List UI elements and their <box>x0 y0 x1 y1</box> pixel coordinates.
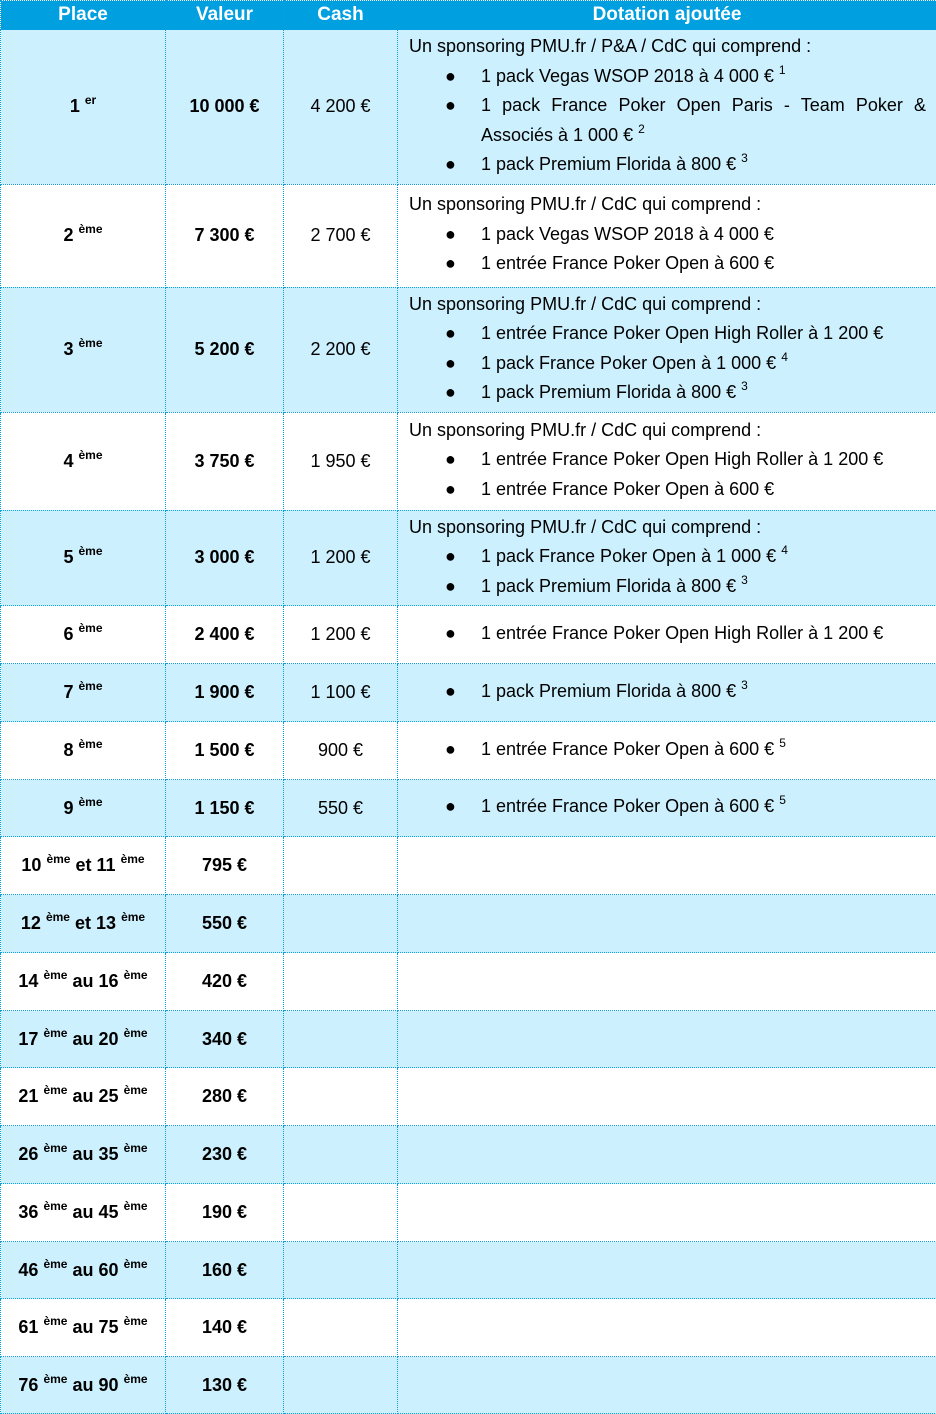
footnote-ref: 4 <box>781 543 788 557</box>
place-connector: au <box>72 1144 93 1164</box>
valeur-cell: 2 400 € <box>166 606 284 664</box>
table-row <box>1 30 936 185</box>
cash-cell <box>284 1126 398 1184</box>
cash-cell <box>284 895 398 953</box>
dotation-item <box>409 792 926 822</box>
header-place: Place <box>1 1 166 30</box>
dotation-list <box>409 619 926 649</box>
place-number-end: 25 <box>99 1086 119 1106</box>
place-cell <box>1 780 166 837</box>
dotation-item-text: 1 entrée France Poker Open à 600 € <box>481 739 774 759</box>
place-suffix: ème <box>79 621 103 635</box>
place-connector: au <box>72 1317 93 1337</box>
table-row <box>1 510 936 606</box>
place-cell <box>1 837 166 895</box>
footnote-ref: 5 <box>779 793 786 807</box>
header-valeur: Valeur <box>166 1 284 30</box>
valeur-cell: 1 900 € <box>166 664 284 722</box>
place-number-end: 75 <box>99 1317 119 1337</box>
dotation-item <box>409 62 926 92</box>
footnote-ref: 3 <box>741 573 748 587</box>
place-number: 17 <box>18 1029 38 1049</box>
place-number: 46 <box>18 1260 38 1280</box>
place-connector: au <box>72 1086 93 1106</box>
dotation-cell <box>398 606 936 664</box>
place-number: 4 <box>63 451 73 471</box>
place-suffix-end: ème <box>124 1026 148 1040</box>
place-connector: au <box>72 1202 93 1222</box>
dotation-item-text: 1 pack Vegas WSOP 2018 à 4 000 € <box>481 224 774 244</box>
place-number: 6 <box>63 624 73 644</box>
place-suffix: ème <box>79 544 103 558</box>
bullet-icon: ● <box>445 475 456 505</box>
dotation-cell <box>398 30 936 185</box>
place-suffix: ème <box>46 852 70 866</box>
table-row <box>1 722 936 780</box>
cash-cell: 2 200 € <box>284 287 398 412</box>
bullet-icon: ● <box>445 378 456 408</box>
cash-cell: 4 200 € <box>284 30 398 185</box>
place-suffix: ème <box>79 336 103 350</box>
bullet-icon: ● <box>445 150 456 180</box>
place-number: 14 <box>18 971 38 991</box>
bullet-icon: ● <box>445 445 456 475</box>
table-row <box>1 1011 936 1068</box>
table-row <box>1 1126 936 1184</box>
dotation-intro: Un sponsoring PMU.fr / CdC qui comprend : <box>409 290 926 320</box>
table-row <box>1 184 936 287</box>
dotation-item <box>409 475 926 505</box>
place-suffix-end: ème <box>121 910 145 924</box>
footnote-ref: 3 <box>741 678 748 692</box>
cash-cell <box>284 1068 398 1126</box>
place-suffix-end: ème <box>121 852 145 866</box>
valeur-cell: 160 € <box>166 1242 284 1299</box>
place-number: 9 <box>63 798 73 818</box>
dotation-item <box>409 735 926 765</box>
valeur-cell: 420 € <box>166 953 284 1011</box>
dotation-cell <box>398 287 936 412</box>
cash-cell <box>284 1242 398 1299</box>
table-row <box>1 1068 936 1126</box>
place-cell <box>1 1126 166 1184</box>
dotation-item-text: 1 pack Premium Florida à 800 € <box>481 382 736 402</box>
cash-cell <box>284 1184 398 1242</box>
footnote-ref: 1 <box>779 63 786 77</box>
place-suffix-end: ème <box>124 1199 148 1213</box>
dotation-item <box>409 445 926 475</box>
footnote-ref: 2 <box>638 122 645 136</box>
dotation-item <box>409 378 926 408</box>
place-cell <box>1 895 166 953</box>
footnote-ref: 3 <box>741 379 748 393</box>
place-cell <box>1 1068 166 1126</box>
dotation-item-text: 1 entrée France Poker Open à 600 € <box>481 479 774 499</box>
place-suffix: ème <box>79 679 103 693</box>
table-row <box>1 895 936 953</box>
dotation-item-text: 1 entrée France Poker Open à 600 € <box>481 796 774 816</box>
bullet-icon: ● <box>445 735 456 765</box>
dotation-list <box>409 542 926 601</box>
place-number: 10 <box>21 855 41 875</box>
valeur-cell: 130 € <box>166 1357 284 1414</box>
table-row <box>1 953 936 1011</box>
dotation-item-text: 1 pack France Poker Open à 1 000 € <box>481 546 776 566</box>
valeur-cell: 5 200 € <box>166 287 284 412</box>
place-cell <box>1 1011 166 1068</box>
cash-cell: 1 100 € <box>284 664 398 722</box>
dotation-cell <box>398 184 936 287</box>
dotation-item <box>409 91 926 150</box>
place-connector: et <box>75 913 91 933</box>
place-number-end: 35 <box>99 1144 119 1164</box>
dotation-cell <box>398 1011 936 1068</box>
dotation-list <box>409 445 926 504</box>
dotation-item <box>409 150 926 180</box>
dotation-item <box>409 572 926 602</box>
place-number-end: 20 <box>99 1029 119 1049</box>
valeur-cell: 230 € <box>166 1126 284 1184</box>
place-suffix: ème <box>43 968 67 982</box>
place-number: 12 <box>21 913 41 933</box>
dotation-intro: Un sponsoring PMU.fr / CdC qui comprend : <box>409 416 926 446</box>
cash-cell: 2 700 € <box>284 184 398 287</box>
dotation-item-text: 1 pack Vegas WSOP 2018 à 4 000 € <box>481 66 774 86</box>
place-suffix: ème <box>79 448 103 462</box>
table-row <box>1 1242 936 1299</box>
cash-cell: 1 200 € <box>284 510 398 606</box>
table-row <box>1 780 936 837</box>
bullet-icon: ● <box>445 792 456 822</box>
dotation-item-text: 1 pack France Poker Open à 1 000 € <box>481 353 776 373</box>
dotation-cell <box>398 780 936 837</box>
valeur-cell: 140 € <box>166 1299 284 1357</box>
place-cell <box>1 606 166 664</box>
dotation-intro: Un sponsoring PMU.fr / CdC qui comprend : <box>409 190 926 220</box>
bullet-icon: ● <box>445 220 456 250</box>
valeur-cell: 340 € <box>166 1011 284 1068</box>
dotation-item-text: 1 entrée France Poker Open High Roller à 1 200 € <box>481 623 883 643</box>
place-connector: au <box>72 1375 93 1395</box>
bullet-icon: ● <box>445 319 456 349</box>
place-cell <box>1 1242 166 1299</box>
place-cell <box>1 1184 166 1242</box>
table-row <box>1 606 936 664</box>
cash-cell <box>284 1011 398 1068</box>
dotation-intro: Un sponsoring PMU.fr / CdC qui comprend : <box>409 513 926 543</box>
place-number: 2 <box>63 225 73 245</box>
place-number: 61 <box>18 1317 38 1337</box>
dotation-item <box>409 249 926 279</box>
cash-cell: 1 950 € <box>284 412 398 510</box>
cash-cell: 900 € <box>284 722 398 780</box>
dotation-cell <box>398 510 936 606</box>
place-suffix: ème <box>79 737 103 751</box>
place-suffix: ème <box>43 1314 67 1328</box>
place-number: 36 <box>18 1202 38 1222</box>
valeur-cell: 1 500 € <box>166 722 284 780</box>
table-body <box>1 30 936 1414</box>
bullet-icon: ● <box>445 349 456 379</box>
cash-cell: 550 € <box>284 780 398 837</box>
dotation-item-text: 1 pack Premium Florida à 800 € <box>481 576 736 596</box>
dotation-cell <box>398 1126 936 1184</box>
place-cell <box>1 184 166 287</box>
bullet-icon: ● <box>445 249 456 279</box>
place-connector: et <box>75 855 91 875</box>
valeur-cell: 280 € <box>166 1068 284 1126</box>
place-suffix-end: ème <box>124 1314 148 1328</box>
dotation-cell <box>398 1242 936 1299</box>
dotation-item-text: 1 pack Premium Florida à 800 € <box>481 681 736 701</box>
dotation-cell <box>398 1357 936 1414</box>
valeur-cell: 3 750 € <box>166 412 284 510</box>
dotation-list <box>409 735 926 765</box>
place-suffix-end: ème <box>124 1083 148 1097</box>
table-row <box>1 287 936 412</box>
dotation-cell <box>398 1068 936 1126</box>
footnote-ref: 5 <box>779 736 786 750</box>
place-cell <box>1 1299 166 1357</box>
table-row <box>1 664 936 722</box>
place-number: 21 <box>18 1086 38 1106</box>
footnote-ref: 4 <box>781 350 788 364</box>
dotation-list <box>409 792 926 822</box>
dotation-item-text: 1 entrée France Poker Open High Roller à 1 200 € <box>481 449 883 469</box>
bullet-icon: ● <box>445 91 456 121</box>
place-suffix: ème <box>43 1199 67 1213</box>
place-suffix: ème <box>43 1257 67 1271</box>
dotation-item-text: 1 pack France Poker Open Paris - Team Poker & Associés à 1 000 € <box>481 95 926 145</box>
place-suffix-end: ème <box>124 1372 148 1386</box>
dotation-item <box>409 349 926 379</box>
place-suffix: ème <box>43 1026 67 1040</box>
valeur-cell: 190 € <box>166 1184 284 1242</box>
place-suffix: ème <box>46 910 70 924</box>
bullet-icon: ● <box>445 572 456 602</box>
dotation-cell <box>398 722 936 780</box>
dotation-list <box>409 62 926 180</box>
place-number: 3 <box>63 339 73 359</box>
bullet-icon: ● <box>445 62 456 92</box>
dotation-cell <box>398 895 936 953</box>
header-dotation: Dotation ajoutée <box>398 1 936 30</box>
dotation-intro: Un sponsoring PMU.fr / P&A / CdC qui comprend : <box>409 32 926 62</box>
dotation-cell <box>398 664 936 722</box>
header-cash: Cash <box>284 1 398 30</box>
cash-cell <box>284 1357 398 1414</box>
place-number-end: 16 <box>99 971 119 991</box>
cash-cell: 1 200 € <box>284 606 398 664</box>
valeur-cell: 3 000 € <box>166 510 284 606</box>
place-cell <box>1 510 166 606</box>
dotation-item-text: 1 entrée France Poker Open High Roller à 1 200 € <box>481 323 883 343</box>
dotation-item <box>409 677 926 707</box>
dotation-cell <box>398 1184 936 1242</box>
dotation-item <box>409 619 926 649</box>
bullet-icon: ● <box>445 619 456 649</box>
place-number: 8 <box>63 740 73 760</box>
header-row <box>1 1 936 30</box>
place-connector: au <box>72 1260 93 1280</box>
dotation-list <box>409 319 926 408</box>
place-number: 76 <box>18 1375 38 1395</box>
dotation-cell <box>398 953 936 1011</box>
place-cell <box>1 722 166 780</box>
table-row <box>1 412 936 510</box>
dotation-list <box>409 677 926 707</box>
place-cell <box>1 953 166 1011</box>
dotation-cell <box>398 412 936 510</box>
table-row <box>1 1184 936 1242</box>
place-connector: au <box>72 971 93 991</box>
place-cell <box>1 287 166 412</box>
dotation-item <box>409 220 926 250</box>
cash-cell <box>284 1299 398 1357</box>
place-number-end: 45 <box>99 1202 119 1222</box>
place-number-end: 13 <box>96 913 116 933</box>
cash-cell <box>284 953 398 1011</box>
place-cell <box>1 664 166 722</box>
place-suffix-end: ème <box>124 1257 148 1271</box>
place-suffix: ème <box>79 222 103 236</box>
cash-cell <box>284 837 398 895</box>
place-suffix: ème <box>43 1083 67 1097</box>
place-suffix-end: ème <box>124 1141 148 1155</box>
bullet-icon: ● <box>445 677 456 707</box>
dotation-list <box>409 220 926 279</box>
place-number-end: 90 <box>99 1375 119 1395</box>
valeur-cell: 10 000 € <box>166 30 284 185</box>
bullet-icon: ● <box>445 542 456 572</box>
place-cell <box>1 1357 166 1414</box>
place-cell <box>1 412 166 510</box>
valeur-cell: 7 300 € <box>166 184 284 287</box>
valeur-cell: 795 € <box>166 837 284 895</box>
place-cell <box>1 30 166 185</box>
dotation-item-text: 1 entrée France Poker Open à 600 € <box>481 253 774 273</box>
table-row <box>1 837 936 895</box>
table-row <box>1 1299 936 1357</box>
place-suffix: ème <box>43 1141 67 1155</box>
place-suffix: er <box>85 93 96 107</box>
dotation-item <box>409 319 926 349</box>
valeur-cell: 550 € <box>166 895 284 953</box>
dotation-item-text: 1 pack Premium Florida à 800 € <box>481 154 736 174</box>
place-suffix: ème <box>79 795 103 809</box>
place-suffix-end: ème <box>124 968 148 982</box>
dotation-cell <box>398 837 936 895</box>
place-number: 7 <box>63 682 73 702</box>
place-number-end: 60 <box>99 1260 119 1280</box>
footnote-ref: 3 <box>741 151 748 165</box>
place-number: 26 <box>18 1144 38 1164</box>
dotation-item <box>409 542 926 572</box>
place-number: 1 <box>70 96 80 116</box>
place-connector: au <box>72 1029 93 1049</box>
place-suffix: ème <box>43 1372 67 1386</box>
table-row <box>1 1357 936 1414</box>
dotation-cell <box>398 1299 936 1357</box>
place-number-end: 11 <box>97 855 116 875</box>
place-number: 5 <box>63 547 73 567</box>
valeur-cell: 1 150 € <box>166 780 284 837</box>
